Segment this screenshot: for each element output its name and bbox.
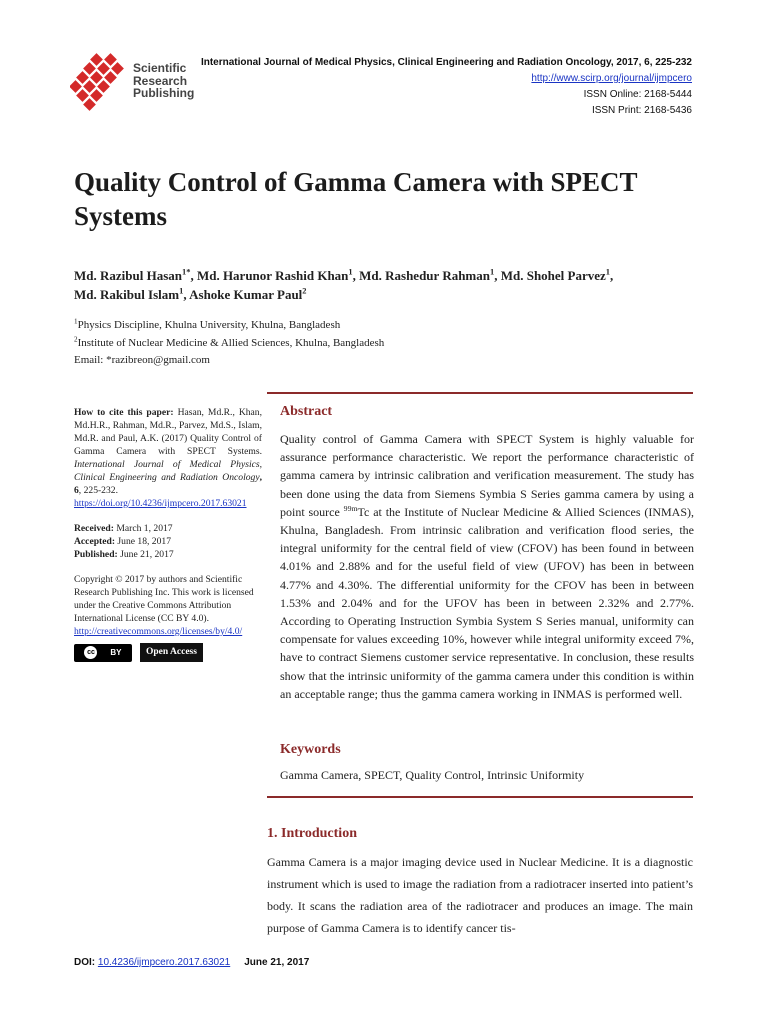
- abstract-text-part-1: Quality control of Gamma Camera with SPECT System is highly valuable for assurance performance characteristic. We report the performance characteristic of gamma camera by intrinsic calibration and verification measurement. The study has been done using the data from Siemens Symbia S Series gamma camera by using a point source: [280, 432, 694, 519]
- accepted-date: June 18, 2017: [115, 536, 171, 547]
- keywords-bottom-rule: [267, 796, 693, 798]
- license-link[interactable]: http://creativecommons.org/licenses/by/4.0/: [74, 626, 243, 637]
- author-name: , Ashoke Kumar Paul: [183, 287, 303, 302]
- publisher-name: [133, 62, 194, 100]
- section-heading-introduction: 1. Introduction: [267, 826, 357, 841]
- open-access-badge: Open Access: [140, 643, 203, 662]
- abstract-heading: Abstract: [280, 404, 333, 419]
- keywords-text: Gamma Camera, SPECT, Quality Control, Intrinsic Uniformity: [280, 768, 585, 782]
- publisher-logo-icon: [70, 52, 132, 118]
- author-affiliation-mark: 1: [605, 266, 611, 277]
- footer-date: June 21, 2017: [244, 957, 310, 968]
- affiliation-1: [74, 317, 384, 335]
- affiliation-text: Institute of Nuclear Medicine & Allied Sciences, Khulna, Bangladesh: [77, 336, 385, 349]
- author-list: [74, 266, 704, 304]
- citation-block: [74, 406, 262, 510]
- citation-doi-link[interactable]: https://doi.org/10.4236/ijmpcero.2017.63021: [74, 498, 247, 509]
- cc-icon: cc: [84, 646, 97, 659]
- journal-url-link[interactable]: http://www.scirp.org/journal/ijmpcero: [531, 73, 692, 84]
- license-badges: [74, 643, 262, 662]
- isotope-symbol: Tc: [357, 504, 370, 519]
- author-affiliation-mark: 1: [348, 266, 353, 277]
- journal-title: International Journal of Medical Physics, Clinical Engineering and Radiation Oncology, 2017, 6, 225-232: [200, 57, 692, 68]
- received-date-line: [74, 522, 262, 535]
- citation-pages: , 225-232.: [78, 485, 118, 496]
- affiliations: [74, 317, 384, 370]
- published-date-line: [74, 548, 262, 561]
- abstract-top-rule: [267, 392, 693, 394]
- author-affiliation-mark: 1: [490, 266, 495, 277]
- keywords-heading: Keywords: [280, 742, 341, 757]
- by-icon: BY: [110, 648, 122, 657]
- author-separator: ,: [610, 268, 614, 283]
- doi-link[interactable]: 10.4236/ijmpcero.2017.63021: [97, 957, 231, 968]
- doi-label: DOI:: [74, 957, 98, 968]
- accepted-label: Accepted:: [74, 536, 116, 547]
- cc-by-license-badge[interactable]: [74, 644, 132, 662]
- author-name: , Md. Shohel Parvez: [494, 268, 606, 283]
- citation-label: How to cite this paper:: [74, 407, 174, 418]
- author-affiliation-mark: 1*: [182, 266, 191, 277]
- introduction-text: Gamma Camera is a major imaging device used in Nuclear Medicine. It is a diagnostic instrument which is used to image the radiation from a radiotracer inserted into patient’s body. It scans the radiation area of the radiotracer and produces an image. The main purpose of Gamma Camera is to identify cancer tis-: [267, 855, 693, 935]
- contact-email: Email: *razibreon@gmail.com: [74, 354, 210, 366]
- isotope-superscript: 99m: [343, 503, 358, 513]
- received-date: March 1, 2017: [113, 523, 173, 534]
- copyright-notice: Copyright © 2017 by authors and Scientific Research Publishing Inc. This work is licensed under the Creative Commons Attribution International License (CC BY 4.0).: [74, 574, 254, 624]
- affiliation-text: Physics Discipline, Khulna University, Khulna, Bangladesh: [77, 319, 341, 331]
- author-name: Md. Rakibul Islam: [74, 287, 180, 302]
- publisher-line-1: Scientific: [133, 61, 187, 75]
- citation-journal: International Journal of Medical Physics, Clinical Engineering and Radiation Oncology: [74, 459, 262, 483]
- publisher-line-2: Research: [133, 73, 188, 88]
- abstract-text-part-2: at the Institute of Nuclear Medicine & Allied Sciences (INMAS), Khulna, Bangladesh. From intrinsic calibration and verification flood series, the integral uniformity for the central field of view (CFOV) has been found in between 4.01% and 2.88% and for the useful field of view (UFOV) has been in between 4.77% and 4.30%. The differential uniformity for the CFOV has been in between 1.53% and 2.04% and for the UFOV has been in between 2.32% and 2.77%. According to Operating Instruction Symbia System S Series manual, uniformity can compensate for values exceeding 10%, however while integral uniformity exceed 7%, have to contract Siemens customer service representative. In conclusion, these results show that the intrinsic uniformity of the gamma camera under this condition is within an acceptable range; thus the gamma camera working in INMAS is performed well.: [280, 504, 694, 701]
- received-label: Received:: [74, 523, 114, 534]
- author-name: , Md. Harunor Rashid Khan: [190, 268, 349, 283]
- author-affiliation-mark: 1: [179, 285, 184, 296]
- accepted-date-line: [74, 535, 262, 548]
- page-footer: [74, 957, 309, 968]
- abstract-text: [280, 430, 694, 703]
- affiliation-mark: 2: [74, 334, 78, 343]
- author-name: Md. Razibul Hasan: [74, 268, 182, 283]
- paper-title: Quality Control of Gamma Camera with SPECT Systems: [74, 167, 637, 231]
- issn-online: ISSN Online: 2168-5444: [583, 89, 692, 100]
- article-sidebar: [74, 406, 262, 662]
- affiliation-2: [74, 335, 384, 353]
- author-name: , Md. Rashedur Rahman: [352, 268, 490, 283]
- author-affiliation-mark: 2: [302, 285, 307, 296]
- publisher-line-3: Publishing: [133, 86, 195, 100]
- citation-text: Hasan, Md.R., Khan, Md.H.R., Rahman, Md.R., Parvez, Md.S., Islam, Md.R. and Paul, A.K. (2017) Quality Control of Gamma Camera with SPECT Systems.: [74, 407, 263, 457]
- published-date: June 21, 2017: [117, 549, 174, 560]
- issn-print: ISSN Print: 2168-5436: [591, 105, 692, 116]
- journal-header: [201, 55, 692, 119]
- published-label: Published:: [74, 549, 118, 560]
- citation-volume: , 6: [74, 472, 262, 496]
- affiliation-mark: 1: [74, 317, 78, 326]
